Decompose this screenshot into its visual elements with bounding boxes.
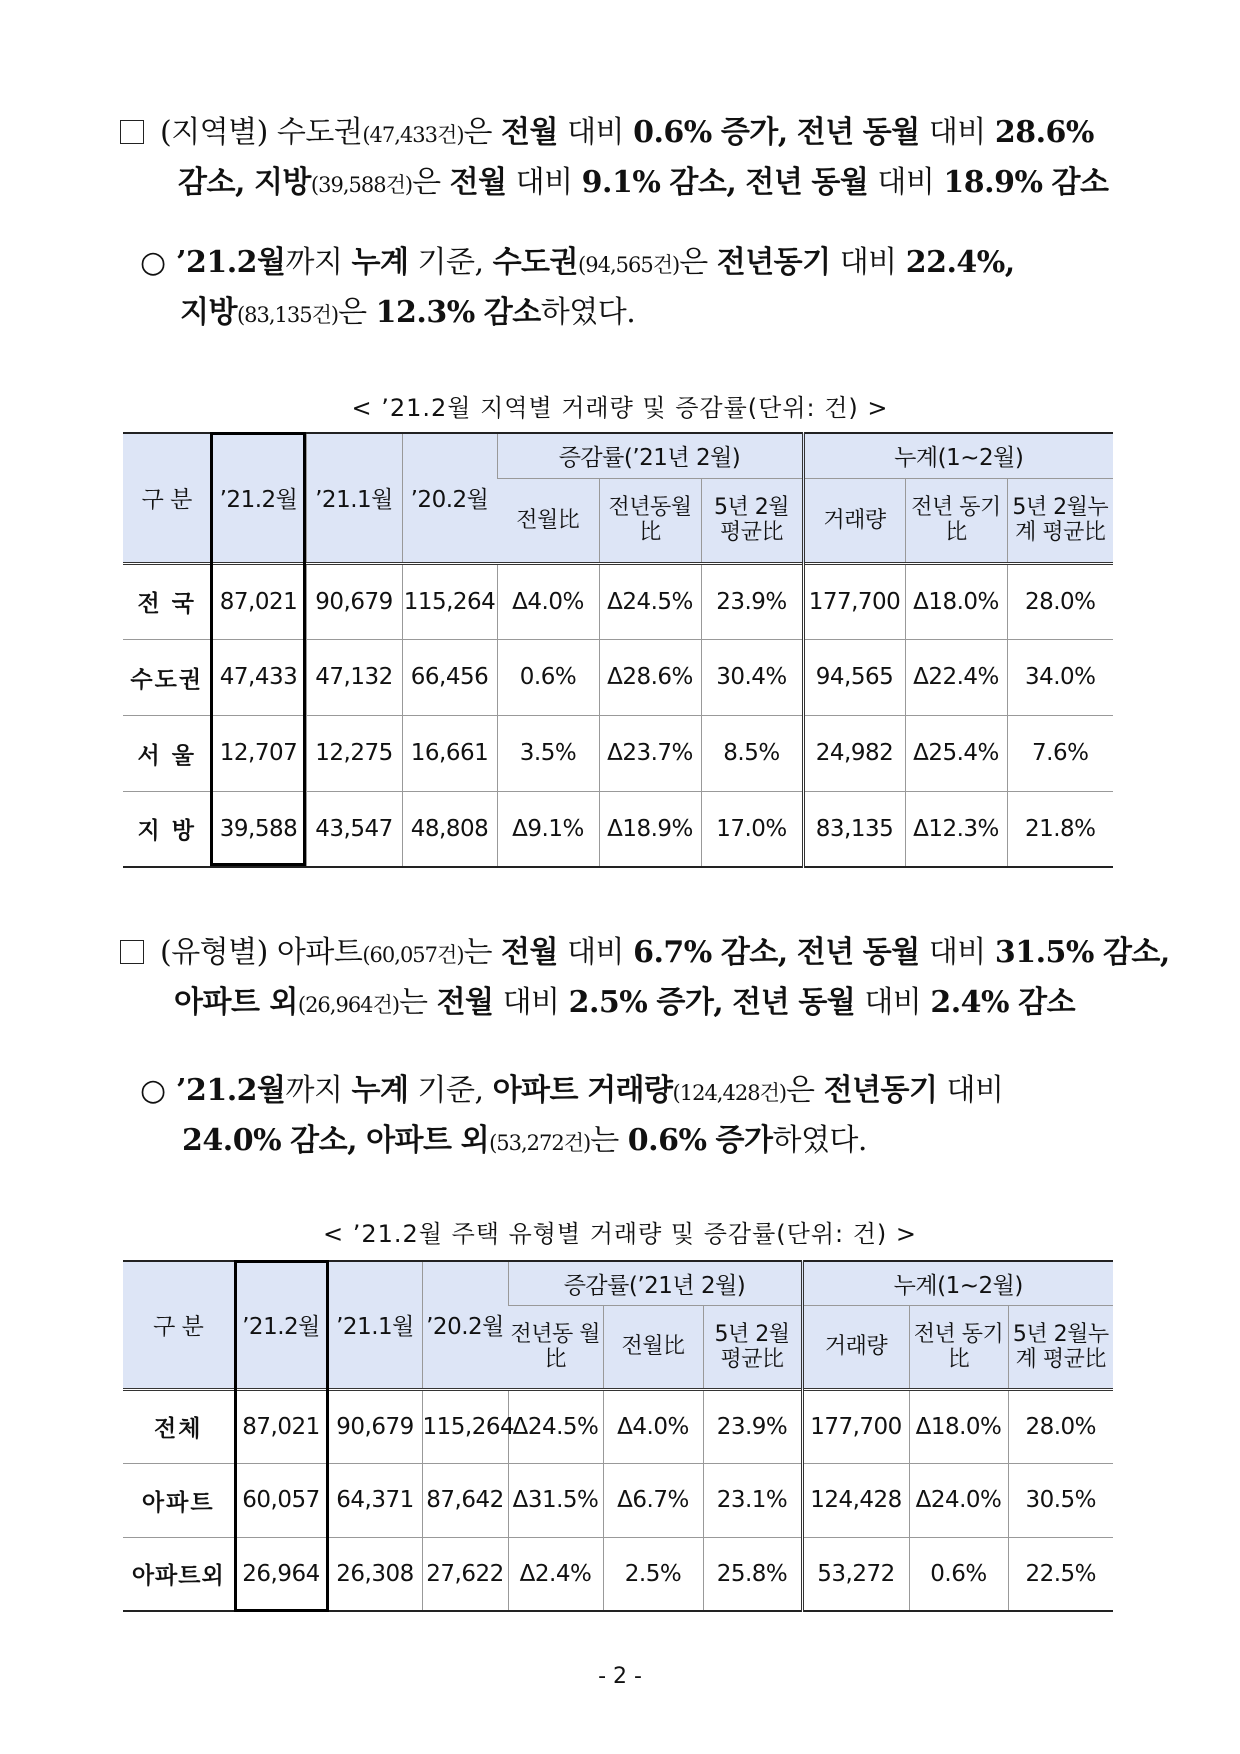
table1-header-col-2102: ’21.2월 — [211, 433, 306, 563]
table2-caption: < ’21.2월 주택 유형별 거래량 및 증감률(단위: 건) > — [322, 1220, 918, 1248]
page-number: - 2 - — [598, 1664, 642, 1689]
section2-line2: 아파트 외(26,964건)는 전월 대비 2.5% 증가, 전년 동월 대비 2.4% 감소 — [174, 985, 1076, 1020]
table1-header-col-2101: ’21.1월 — [306, 433, 402, 563]
circle-bullet-icon: ○ — [140, 1073, 166, 1108]
section1-line1: (지역별) 수도권(47,433건)은 전월 대비 0.6% 증가, 전년 동월 대비 28.6% — [120, 108, 1130, 160]
table2-housing-type — [123, 1260, 1113, 1612]
section2-sub-line2: 24.0% 감소, 아파트 외(53,272건)는 0.6% 증가하였다. — [182, 1123, 867, 1158]
section2-sub-line1: ○ ’21.2월까지 누계 기준, 아파트 거래량(124,428건)은 전년동기 대비 — [140, 1066, 1130, 1118]
table2-header-5yr: 5년 2월 평균比 — [703, 1305, 802, 1389]
table1-header-5yr: 5년 2월 평균比 — [701, 478, 803, 563]
checkbox-square-icon — [120, 120, 144, 144]
table2-header-change-group: 증감률(’21년 2월) — [508, 1261, 802, 1305]
table1-header-cumulative-group: 누계(1∼2월) — [803, 433, 1113, 478]
table2-header-col-2102: ’21.2월 — [234, 1261, 328, 1389]
table2-header-cumulative-group: 누계(1∼2월) — [802, 1261, 1113, 1305]
section1-sub-line1: ○ ’21.2월까지 누계 기준, 수도권(94,565건)은 전년동기 대비 22.4%, — [140, 238, 1120, 290]
section2-line1: (유형별) 아파트(60,057건)는 전월 대비 6.7% 감소, 전년 동월 대비 31.5% 감소, — [120, 928, 1130, 980]
table1-caption: < ’21.2월 지역별 거래량 및 증감률(단위: 건) > — [351, 394, 889, 422]
table1-header-change-group: 증감률(’21년 2월) — [497, 433, 803, 478]
table2-header-col-2101: ’21.1월 — [328, 1261, 422, 1389]
circle-bullet-icon: ○ — [140, 245, 166, 280]
section1-sub-line2: 지방(83,135건)은 12.3% 감소하였다. — [180, 295, 636, 330]
table2-header-gubun: 구 분 — [123, 1261, 234, 1389]
table1-header-gubun: 구 분 — [123, 433, 211, 563]
table-row: 서 울 12,707 12,275 16,661 3.5% Δ23.7% 8.5% 24,982 Δ25.4% 7.6% — [123, 715, 1113, 791]
table2-header-col-2002: ’20.2월 — [422, 1261, 508, 1389]
table1-header-mom: 전월比 — [497, 478, 599, 563]
table1-header-yoy: 전년동월比 — [599, 478, 701, 563]
table-row: 수도권 47,433 47,132 66,456 0.6% Δ28.6% 30.4% 94,565 Δ22.4% 34.0% — [123, 639, 1113, 715]
table1-header-cum-yoy: 전년 동기比 — [905, 478, 1007, 563]
table1-header-cum-5yr: 5년 2월누계 평균比 — [1007, 478, 1113, 563]
checkbox-square-icon — [120, 940, 144, 964]
table1-region — [123, 432, 1113, 868]
table-row: 아파트외 26,964 26,308 27,622 Δ2.4% 2.5% 25.8% 53,272 0.6% 22.5% — [123, 1537, 1113, 1611]
table-row: 전 국 87,021 90,679 115,264 Δ4.0% Δ24.5% 23.9% 177,700 Δ18.0% 28.0% — [123, 563, 1113, 639]
table2-header-volume: 거래량 — [802, 1305, 909, 1389]
table2-header-cum-yoy: 전년 동기比 — [909, 1305, 1008, 1389]
table2-header-yoy: 전년동 월比 — [508, 1305, 603, 1389]
table-row: 전체 87,021 90,679 115,264 Δ24.5% Δ4.0% 23.9% 177,700 Δ18.0% 28.0% — [123, 1389, 1113, 1463]
table1-header-col-2002: ’20.2월 — [402, 433, 497, 563]
table-row: 아파트 60,057 64,371 87,642 Δ31.5% Δ6.7% 23.1% 124,428 Δ24.0% 30.5% — [123, 1463, 1113, 1537]
table2-header-mom: 전월比 — [603, 1305, 703, 1389]
table2-header-cum-5yr: 5년 2월누계 평균比 — [1008, 1305, 1113, 1389]
section1-line2: 감소, 지방(39,588건)은 전월 대비 9.1% 감소, 전년 동월 대비 18.9% 감소 — [178, 165, 1109, 200]
table-row: 지 방 39,588 43,547 48,808 Δ9.1% Δ18.9% 17.0% 83,135 Δ12.3% 21.8% — [123, 791, 1113, 867]
table1-header-volume: 거래량 — [803, 478, 905, 563]
